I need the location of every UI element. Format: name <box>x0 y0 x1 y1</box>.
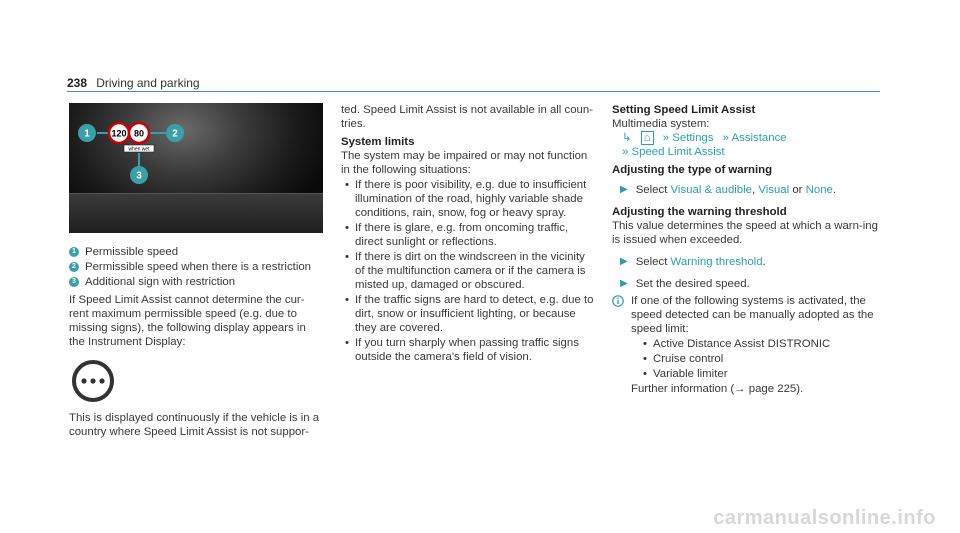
callout-item <box>69 260 323 274</box>
option-warning-threshold[interactable]: Warning threshold <box>670 256 763 268</box>
callout-text: Additional sign with restriction <box>85 276 236 288</box>
not-supported-paragraph: This is displayed continuously if the vehicle is in a country where Speed Limit Assist is not suppor- <box>69 412 320 438</box>
info-text: If one of the following systems is activated, the speed detected can be manually adopted as the speed limit: <box>631 295 874 335</box>
warning-type-heading: Adjusting the type of warning <box>612 164 773 176</box>
svg-text:1: 1 <box>84 128 90 140</box>
setting-heading: Setting Speed Limit Assist <box>612 104 756 116</box>
page-number: 238 <box>67 76 88 90</box>
nav-path <box>612 131 882 145</box>
chevron-right-icon: » <box>622 146 629 158</box>
play-arrow-icon: ▶ <box>620 278 628 289</box>
threshold-paragraph: This value determines the speed at which a warn-ing is issued when exceeded. <box>612 220 878 246</box>
column-middle <box>341 103 597 365</box>
list-item: • Active Distance Assist DISTRONIC <box>639 337 882 351</box>
option-visual-audible[interactable]: Visual & audible <box>670 184 753 196</box>
additional-sign-text: when wet <box>128 146 150 153</box>
chevron-right-icon: » <box>662 132 670 144</box>
column-left <box>69 103 323 439</box>
system-limits-heading: System limits <box>341 136 415 148</box>
callout-item <box>69 245 323 259</box>
svg-text:2: 2 <box>172 128 178 140</box>
callout-number: 3 <box>69 277 79 287</box>
limits-list <box>341 178 597 364</box>
unknown-limit-paragraph: If Speed Limit Assist cannot determine the cur-rent maximum permissible speed (e.g. due to missing signs), the following display appears in the Instrument Display: <box>69 294 306 348</box>
callout-number: 2 <box>69 262 79 272</box>
list-item: • If the traffic signs are hard to detect, e.g. due to dirt, snow or insufficient lighting, or because they are covered. <box>341 293 597 335</box>
speed-sign-1-text: 120 <box>111 128 127 139</box>
svg-text:3: 3 <box>136 170 142 182</box>
system-limits-intro: The system may be impaired or may not function in the following situations: <box>341 150 588 176</box>
play-arrow-icon: ▶ <box>620 184 628 195</box>
figure-overlay <box>69 103 323 233</box>
home-icon[interactable]: ⌂ <box>641 131 654 145</box>
watermark: carmanualsonline.info <box>713 507 936 529</box>
warning-threshold-heading: Adjusting the warning threshold <box>612 206 787 218</box>
list-item: • If there is glare, e.g. from oncoming traffic, direct sunlight or reflections. <box>341 221 597 249</box>
systems-list <box>639 337 882 381</box>
section-title: Driving and parking <box>96 76 200 90</box>
multimedia-label: Multimedia system: <box>612 118 710 130</box>
step-select-warning-type: ▶ Select Visual & audible, Visual or None. <box>620 184 837 196</box>
callout-text: Permissible speed when there is a restriction <box>85 261 312 273</box>
continuation-paragraph: ted. Speed Limit Assist is not available in all coun-tries. <box>341 104 593 130</box>
list-item: • If you turn sharply when passing traffic signs outside the camera's field of vision. <box>341 336 597 364</box>
callout-legend <box>69 245 323 289</box>
list-item: • If there is poor visibility, e.g. due to insufficient illumination of the road, highly variable shade conditions, rain, snow, fog or heavy spray. <box>341 178 597 220</box>
option-visual[interactable]: Visual <box>758 184 790 196</box>
info-icon <box>612 295 624 307</box>
list-item: • Variable limiter <box>639 367 882 381</box>
option-none[interactable]: None <box>805 184 833 196</box>
step-select-threshold: ▶ Select Warning threshold. <box>620 256 766 268</box>
list-item: • Cruise control <box>639 352 882 366</box>
step-set-speed: ▶ Set the desired speed. <box>620 278 750 290</box>
no-speed-limit-icon <box>71 359 115 403</box>
list-item: • If there is dirt on the windscreen in the vicinity of the multifunction camera or if the camera is misted up, damaged or obscured. <box>341 250 597 292</box>
speed-sign-2-text: 80 <box>133 128 145 139</box>
page-header <box>67 76 880 92</box>
further-info: Further information (→ page 225). <box>631 383 804 395</box>
nav-assistance-link[interactable]: Assistance <box>731 132 787 144</box>
nav-path-2 <box>612 145 882 159</box>
callout-number: 1 <box>69 247 79 257</box>
column-right <box>612 103 882 396</box>
info-note <box>612 294 882 396</box>
nav-arrow-icon: ↳ <box>622 132 632 144</box>
callout-text: Permissible speed <box>85 246 179 258</box>
speed-limit-figure <box>69 103 323 233</box>
nav-settings-link[interactable]: Settings <box>672 132 714 144</box>
chevron-right-icon: » <box>722 132 729 144</box>
nav-speed-limit-link[interactable]: Speed Limit Assist <box>631 146 725 158</box>
callout-item <box>69 275 323 289</box>
play-arrow-icon: ▶ <box>620 256 628 267</box>
